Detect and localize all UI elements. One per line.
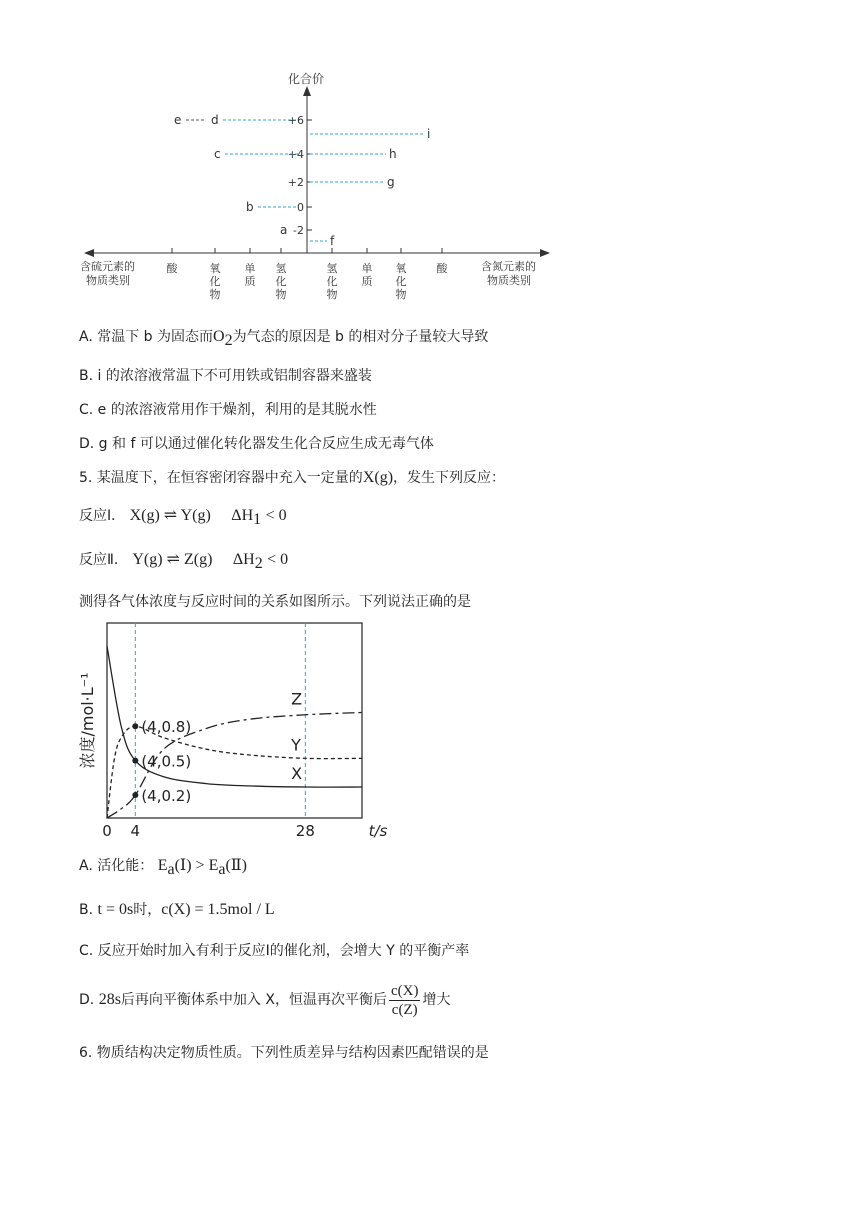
- x-tick-label-0: 0: [102, 822, 112, 840]
- q4-option-c: C. e 的浓溶液常用作干燥剂，利用的是其脱水性: [79, 402, 377, 418]
- series-label-y: Y: [291, 735, 301, 755]
- annotation-label-0: (4,0.8): [141, 718, 192, 737]
- q5-option-b: B. t = 0s时，c(X) = 1.5mol / L: [79, 901, 275, 918]
- left-category-element: 单质: [244, 262, 256, 288]
- q5-option-c: C. 反应开始时加入有利于反应Ⅰ的催化剂，会增大 Y 的平衡产率: [79, 943, 470, 959]
- right-category-acid: 酸: [436, 262, 448, 275]
- q5-reaction-2: 反应Ⅱ． Y(g) ⇌ Z(g) $\Delta H_2 < 0$: [79, 551, 289, 572]
- series-label-z: Z: [291, 689, 303, 709]
- annotation-point-1: [132, 758, 138, 764]
- q5-reaction-1: 反应Ⅰ． X(g) ⇌ Y(g) $\Delta H_1 < 0$: [79, 507, 287, 528]
- series-line-x: [107, 646, 362, 787]
- point-c: c: [214, 147, 221, 161]
- series-line-z: [107, 712, 362, 818]
- q4-option-b: B. i 的浓溶液常温下不可用铁或铝制容器来盛装: [79, 368, 372, 384]
- left-axis-label-line2: 物质类别: [86, 274, 130, 287]
- right-category-oxide: 氧化物: [395, 262, 407, 301]
- right-axis-label-line1: 含氮元素的: [481, 260, 536, 273]
- q4-option-a: A. 常温下 b 为固态而$O_2$为气态的原因是 b 的相对分子量较大导致: [79, 328, 489, 349]
- tick-plus6: +6: [287, 114, 304, 127]
- valence-category-figure: [0, 0, 860, 320]
- ratio-fraction: $\frac{c(X)}{c(Z)}$: [390, 982, 419, 1018]
- q4-option-d: D. g 和 f 可以通过催化转化器发生化合反应生成无毒气体: [79, 436, 434, 452]
- right-axis-label-line2: 物质类别: [487, 274, 531, 287]
- left-category-acid: 酸: [166, 262, 178, 275]
- left-category-hydride: 氢化物: [275, 262, 287, 301]
- q5-stem-2: 测得各气体浓度与反应时间的关系如图所示。下列说法正确的是: [79, 594, 471, 610]
- plot-frame: [107, 623, 362, 818]
- x-tick-label-1: 4: [130, 822, 141, 840]
- y-axis-label: 浓度/mol·L⁻¹: [78, 672, 97, 769]
- point-b: b: [246, 200, 254, 214]
- x-axis-label: t/s: [368, 822, 388, 840]
- annotation-point-2: [132, 792, 138, 798]
- point-f: f: [330, 234, 335, 248]
- point-h: h: [389, 147, 397, 161]
- point-e: e: [174, 113, 182, 127]
- q5-option-a: A. 活化能： $E_a(Ⅰ)$ > $E_a(Ⅱ)$: [79, 857, 247, 878]
- left-axis-label-line1: 含硫元素的: [80, 260, 135, 273]
- annotation-label-1: (4,0.5): [141, 752, 192, 771]
- left-category-oxide: 氧化物: [209, 262, 221, 301]
- y-axis-title: 化合价: [288, 72, 325, 86]
- tick-zero: 0: [297, 201, 304, 214]
- point-g: g: [387, 175, 395, 189]
- tick-plus2: +2: [287, 176, 304, 189]
- right-category-element: 单质: [361, 262, 373, 288]
- tick-minus2: -2: [293, 224, 304, 237]
- annotation-label-2: (4,0.2): [141, 787, 192, 806]
- tick-plus4: +4: [287, 148, 304, 161]
- point-i: i: [427, 127, 431, 141]
- q6-stem: 6. 物质结构决定物质性质。下列性质差异与结构因素匹配错误的是: [79, 1045, 489, 1061]
- q5-option-d: D. 28s后再向平衡体系中加入 X，恒温再次平衡后 $\frac{c(X)}{c(Z)}$ 增大: [79, 982, 451, 1018]
- point-a: a: [280, 223, 288, 237]
- x-tick-label-2: 28: [295, 822, 315, 840]
- series-label-x: X: [291, 764, 303, 784]
- q5-stem: 5. 某温度下，在恒容密闭容器中充入一定量的X(g)，发生下列反应：: [79, 469, 506, 486]
- point-d: d: [211, 113, 219, 127]
- series-line-y: [107, 726, 362, 818]
- annotation-point-0: [132, 723, 138, 729]
- right-category-hydride: 氢化物: [326, 262, 338, 301]
